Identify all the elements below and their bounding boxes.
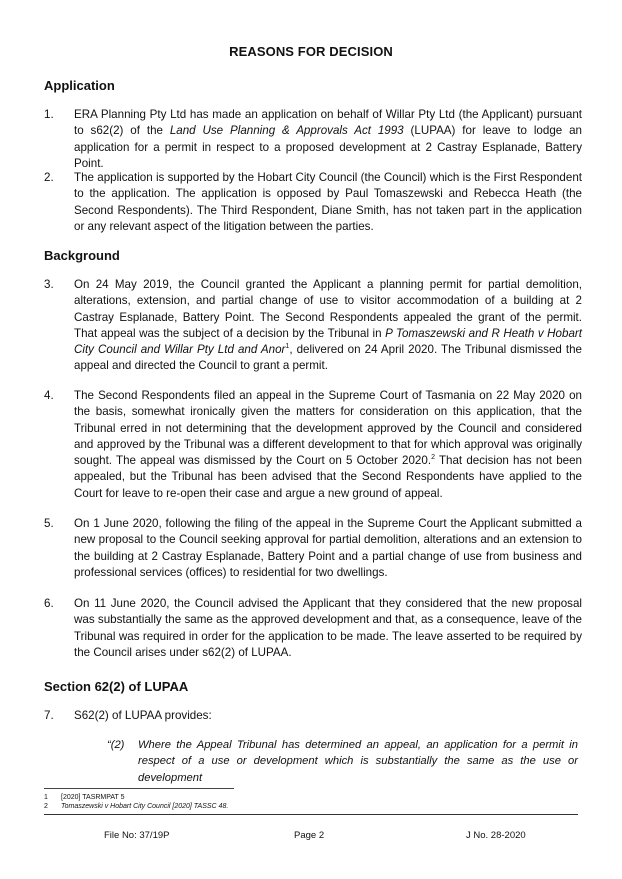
footnote-divider [44, 788, 234, 789]
paragraph-number: 3. [44, 278, 54, 291]
section-heading-application: Application [44, 78, 115, 93]
footer-file-number: File No: 37/19P [104, 830, 170, 841]
paragraph-number: 2. [44, 171, 54, 184]
paragraph-number: 1. [44, 108, 54, 121]
paragraph-number: 6. [44, 597, 54, 610]
footer-page-number: Page 2 [294, 830, 325, 841]
footnote-ref-2[interactable]: 2 [431, 454, 435, 462]
section-heading-background: Background [44, 248, 120, 263]
paragraph-number: 4. [44, 389, 54, 402]
section-heading-s62: Section 62(2) of LUPAA [44, 679, 189, 694]
paragraph-text: On 11 June 2020, the Council advised the Applicant that they considered that the new proposal was substantially the same as the approved development and that, as a consequence, leave of the Tribunal was required in order for the application to be made. The leave asserted to be required by the Council arises under s62(2) of LUPAA. [74, 597, 582, 659]
case-citation: P Tomaszewski and R Heath v Hobart City Council and Willar Pty Ltd and Anor [74, 326, 582, 357]
document-title: REASONS FOR DECISION [229, 44, 393, 59]
footnote-number: 1 [44, 794, 48, 801]
quote-subsection-number: “(2) [107, 739, 125, 751]
paragraph-text: The Second Respondents filed an appeal in the Supreme Court of Tasmania on 22 May 2020 on the basis, somewhat ironically given the matters for consideration on this application, that the Tribunal erred in not determining that the development approved by the Council and considered and approved by the Tribunal was a different development to that for which approval was originally sought. The appeal was dismissed by the Court on 5 October 2020.$^2$ That decision has not been appealed, but the Tribunal has been advised that the Second Respondents have applied to the Court for leave to re-open their case and argue a new ground of appeal. [74, 389, 582, 500]
paragraph-number: 5. [44, 517, 54, 530]
act-name: Land Use Planning & Approvals Act 1993 [169, 124, 404, 138]
footnote-text: [2020] TASRMPAT 5 [61, 794, 125, 801]
footer-judgment-number: J No. 28-2020 [466, 830, 526, 841]
paragraph-text: On 1 June 2020, following the filing of the appeal in the Supreme Court the Applicant submitted a new proposal to the Council seeking approval for partial demolition, alterations and an extension to the building at 2 Castray Esplanade, Battery Point and a partial change of use from business and professional services (offices) to residential for two dwellings. [74, 517, 582, 579]
footer-divider [44, 814, 578, 815]
quote-text: Where the Appeal Tribunal has determined an appeal, an application for a permit in respect of a use or development which is substantially the same as the use or development [138, 739, 578, 784]
paragraph-text: The application is supported by the Hobart City Council (the Council) which is the First Respondent to the application. The application is opposed by Paul Tomaszewski and Rebecca Heath (the Second Respondents). The Third Respondent, Diane Smith, has not taken part in the application or any relevant aspect of the litigation between the parties. [74, 171, 582, 233]
paragraph-text: S62(2) of LUPAA provides: [74, 709, 212, 722]
paragraph-number: 7. [44, 709, 54, 722]
footnote-number: 2 [44, 803, 48, 810]
paragraph-text: ERA Planning Pty Ltd has made an application on behalf of Willar Pty Ltd (the Applicant) pursuant to s62(2) of the Land Use Planning & Approvals Act 1993 (LUPAA) for leave to lodge an application for a permit in respect to a proposed development at 2 Castray Esplanade, Battery Point. [74, 108, 582, 170]
footnote-text: Tomaszewski v Hobart City Council [2020] TASSC 48. [61, 803, 229, 810]
paragraph-text: On 24 May 2019, the Council granted the Applicant a planning permit for partial demolition, alterations, extension, and partial change of use to visitor accommodation of a building at 2 Castray Esplanade, Battery Point. The Second Respondents appealed the grant of the permit. That appeal was the subject of a decision by the Tribunal in P Tomaszewski and R Heath v Hobart City Council and Willar Pty Ltd and Anor$^1$, delivered on 24 April 2020. The Tribunal dismissed the appeal and directed the Council to grant a permit. [74, 278, 583, 373]
footnote-ref-1[interactable]: 1 [285, 343, 290, 351]
